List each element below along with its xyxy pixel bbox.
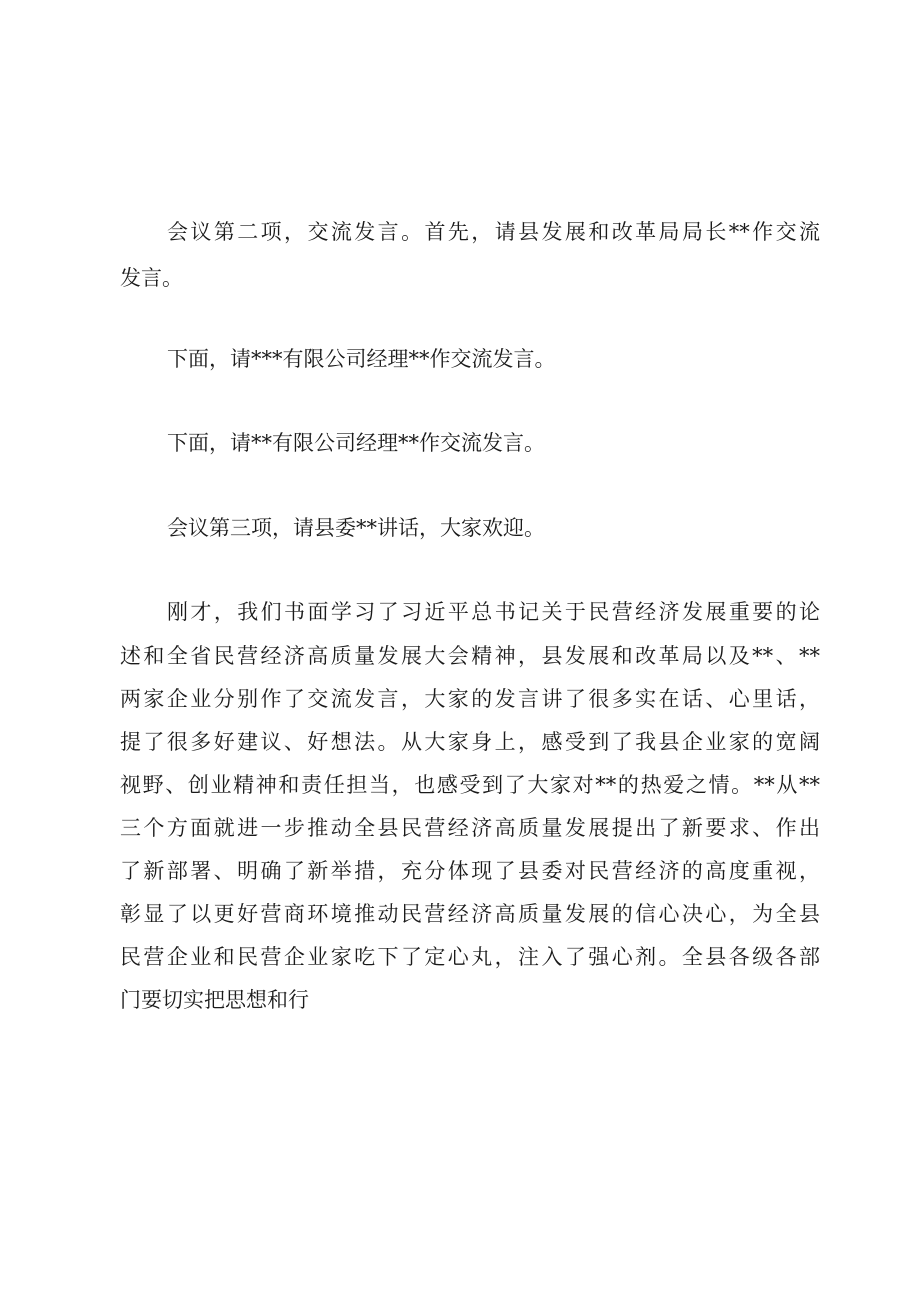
paragraph-summary-line-7: 了新部署、明确了新举措，充分体现了县委对民营经济的高度重视， [120, 859, 820, 883]
paragraph-summary-line-9: 民营企业和民营企业家吃下了定心丸，注入了强心剂。全县各级各部 [120, 945, 820, 969]
paragraph-speaker-a: 下面，请***有限公司经理**作交流发言。 [167, 347, 556, 371]
paragraph-summary-line-5: 视野、创业精神和责任担当，也感受到了大家对**的热爱之情。**从** [120, 773, 820, 797]
paragraph-speaker-b: 下面，请**有限公司经理**作交流发言。 [167, 431, 545, 455]
paragraph-item-two-line-2: 发言。 [120, 266, 183, 290]
paragraph-item-two-line-1: 会议第二项，交流发言。首先，请县发展和改革局局长**作交流 [167, 220, 820, 244]
paragraph-summary-line-4: 提了很多好建议、好想法。从大家身上，感受到了我县企业家的宽阔 [120, 730, 820, 754]
paragraph-item-three: 会议第三项，请县委**讲话，大家欢迎。 [167, 516, 545, 540]
paragraph-summary-line-6: 三个方面就进一步推动全县民营经济高质量发展提出了新要求、作出 [120, 816, 820, 840]
paragraph-summary-line-2: 述和全省民营经济高质量发展大会精神，县发展和改革局以及**、** [120, 644, 820, 668]
paragraph-summary-line-1: 刚才，我们书面学习了习近平总书记关于民营经济发展重要的论 [167, 600, 820, 624]
paragraph-summary-line-10: 门要切实把思想和行 [120, 988, 309, 1012]
paragraph-summary-line-3: 两家企业分别作了交流发言，大家的发言讲了很多实在话、心里话， [120, 687, 820, 711]
paragraph-summary-line-8: 彰显了以更好营商环境推动民营经济高质量发展的信心决心，为全县 [120, 902, 820, 926]
